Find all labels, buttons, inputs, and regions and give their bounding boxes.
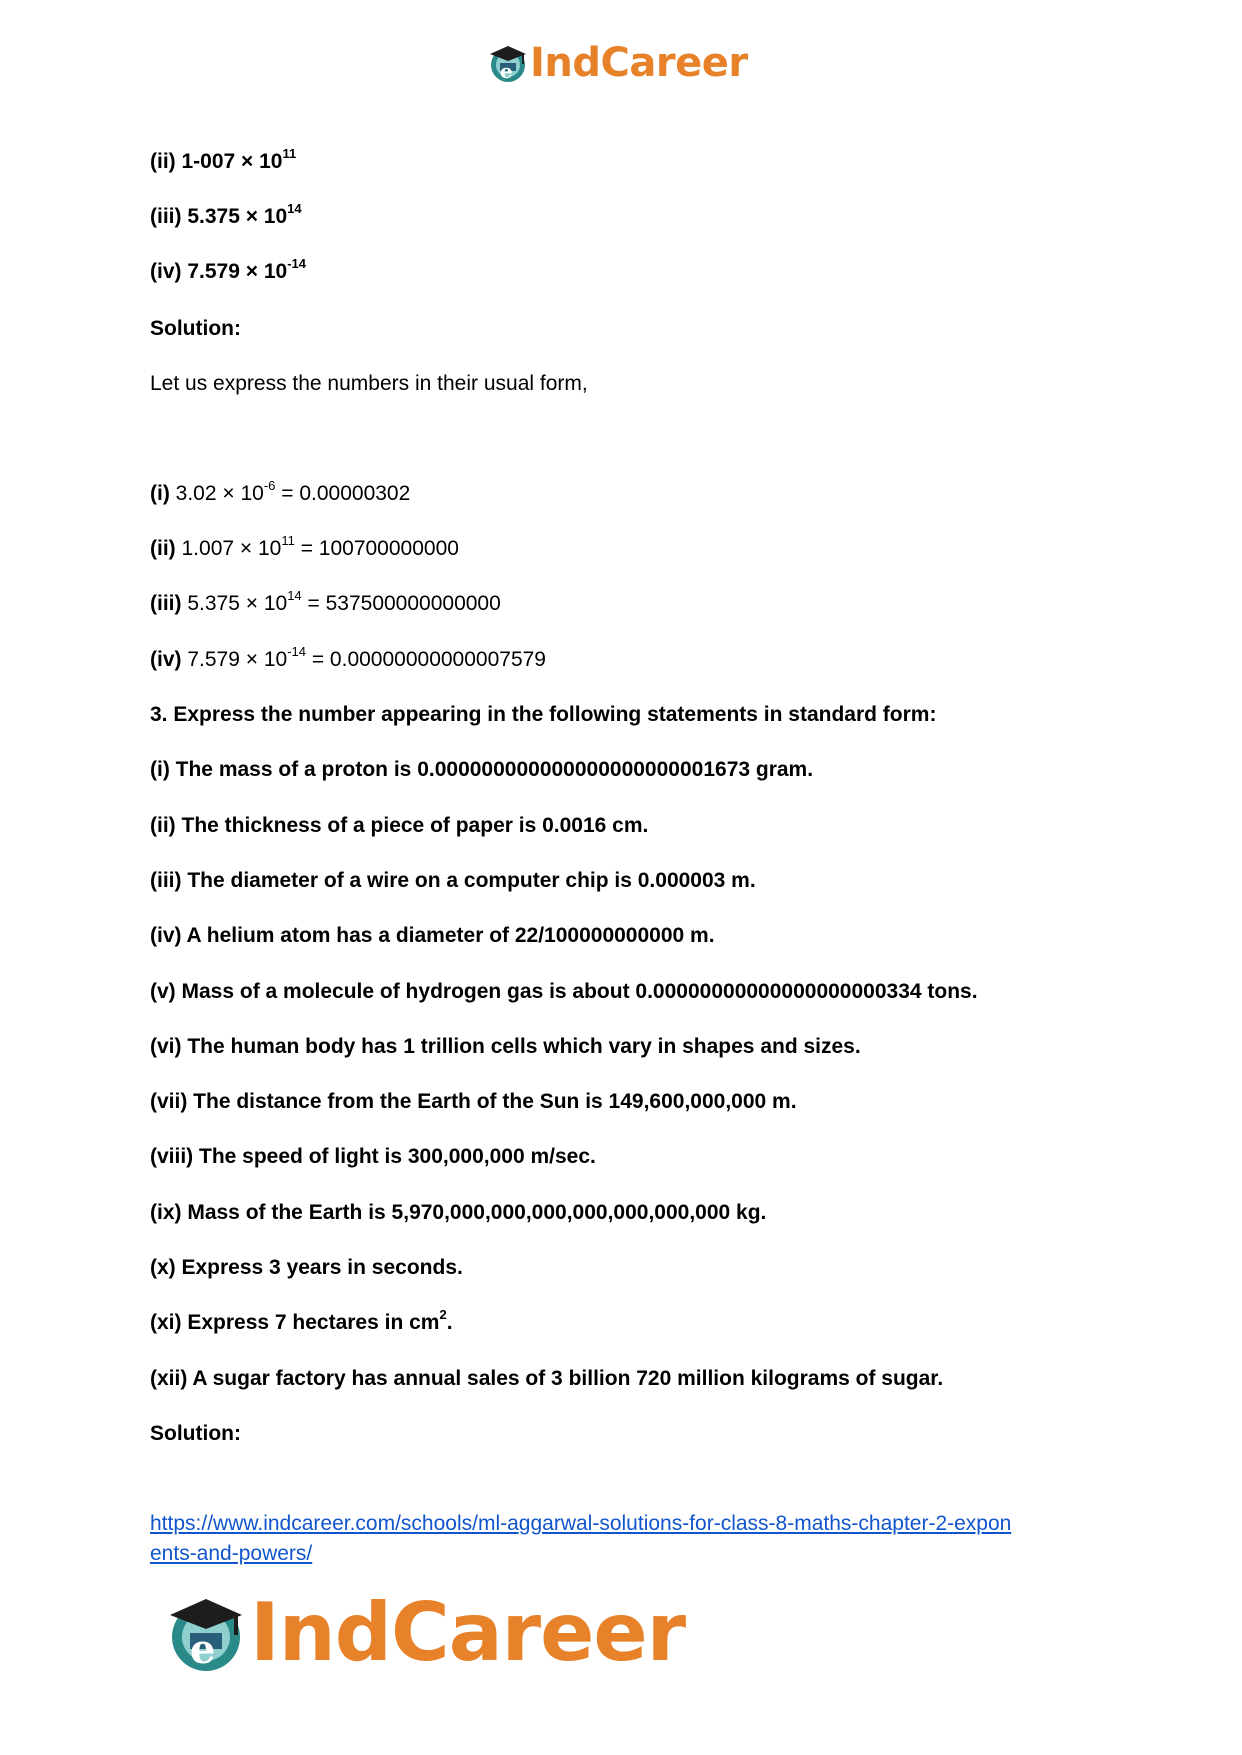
svg-text:e: e xyxy=(190,1625,216,1673)
brand-name: IndCareer xyxy=(530,40,748,86)
solution-intro: Let us express the numbers in their usual form, xyxy=(150,372,588,395)
question-item: (ii) The thickness of a piece of paper is 0.0016 cm. xyxy=(150,814,649,837)
source-link[interactable] xyxy=(150,1509,1011,1569)
solution-heading: Solution: xyxy=(150,317,241,340)
question-item: (ii) $1-007 \times 10^{11}$ xyxy=(150,146,297,173)
answer-line: (i) $3.02 \times 10^{-6} = 0.00000302$ xyxy=(150,478,411,505)
question-item: (iv) $7.579 \times 10^{-14}$ xyxy=(150,256,306,283)
question-title: 3. Express the number appearing in the following statements in standard form: xyxy=(150,703,937,726)
question-item: (iv) A helium atom has a diameter of 22/100000000000 m. xyxy=(150,924,715,947)
svg-text:e: e xyxy=(500,59,513,83)
solution-heading: Solution: xyxy=(150,1422,241,1445)
brand-name: IndCareer xyxy=(250,1586,686,1679)
question-item: (vii) The distance from the Earth of the Sun is 149,600,000,000 m. xyxy=(150,1090,797,1113)
question-item: (iii) $5.375 \times 10^{14}$ xyxy=(150,201,302,228)
question-item: (x) Express 3 years in seconds. xyxy=(150,1256,463,1279)
graduation-cap-globe-icon xyxy=(162,1589,250,1677)
question-item: (i) The mass of a proton is 0.000000000000000000000001673 gram. xyxy=(150,758,814,781)
graduation-cap-globe-icon xyxy=(486,41,530,85)
question-item: (iii) The diameter of a wire on a computer chip is 0.000003 m. xyxy=(150,869,756,892)
question-item: (vi) The human body has 1 trillion cells which vary in shapes and sizes. xyxy=(150,1035,861,1058)
question-item: (ix) Mass of the Earth is 5,970,000,000,000,000,000,000,000 kg. xyxy=(150,1201,767,1224)
header-logo xyxy=(486,40,748,86)
question-item: (xii) A sugar factory has annual sales of 3 billion 720 million kilograms of sugar. xyxy=(150,1367,944,1390)
question-item: (v) Mass of a molecule of hydrogen gas is about 0.00000000000000000000334 tons. xyxy=(150,980,978,1003)
source-link-line[interactable]: https://www.indcareer.com/schools/ml-aggarwal-solutions-for-class-8-maths-chapter-2-expon xyxy=(150,1512,1012,1535)
answer-line: (iv) $7.579 \times 10^{-14} = 0.00000000000007579$ xyxy=(150,644,546,671)
source-link-line[interactable]: ents-and-powers/ xyxy=(150,1542,313,1565)
footer-logo xyxy=(162,1586,685,1679)
answer-line: (iii) $5.375 \times 10^{14} = 537500000000000$ xyxy=(150,588,501,615)
question-item: (viii) The speed of light is 300,000,000 m/sec. xyxy=(150,1145,596,1168)
answer-line: (ii) $1.007 \times 10^{11} = 100700000000$ xyxy=(150,533,459,560)
question-item: (xi) Express 7 hectares in $cm^2$. xyxy=(150,1307,453,1334)
